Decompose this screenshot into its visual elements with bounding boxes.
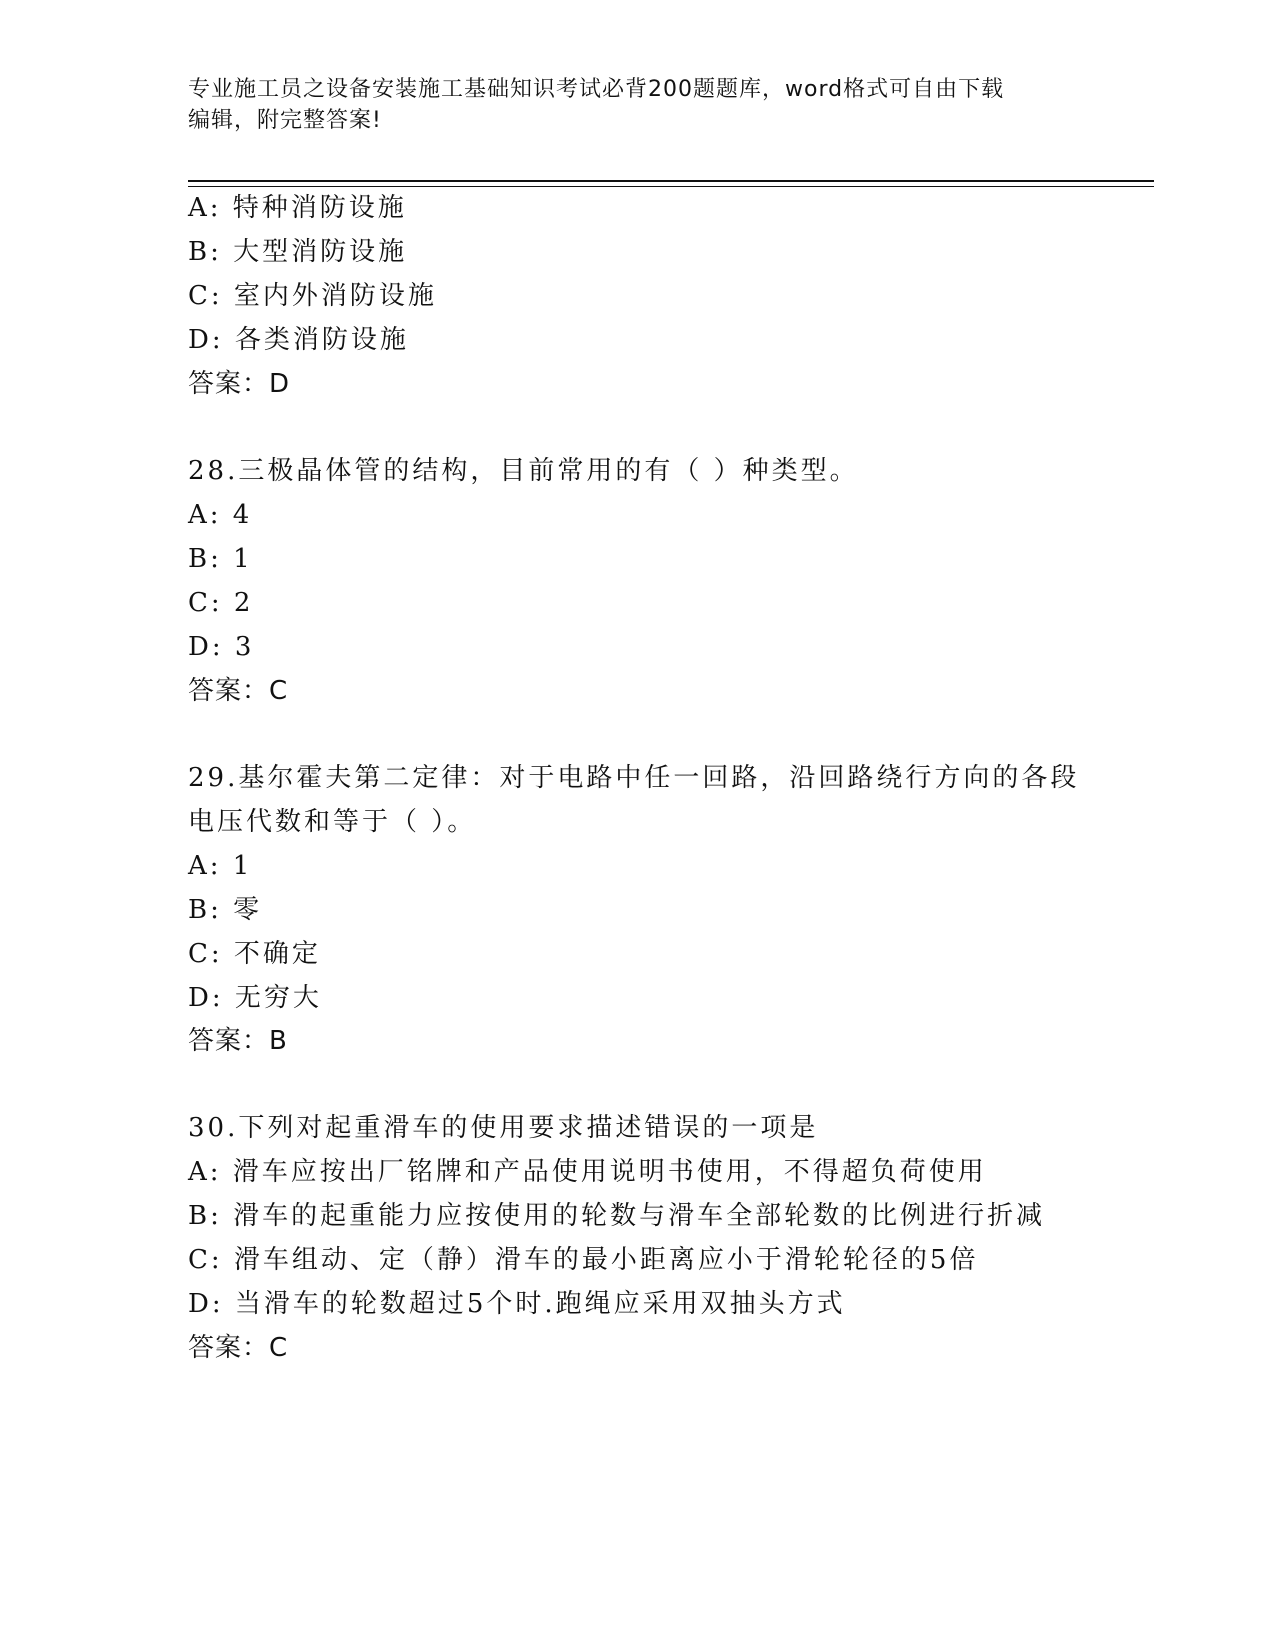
q30-option-a: A: 滑车应按出厂铭牌和产品使用说明书使用，不得超负荷使用 bbox=[188, 1157, 987, 1187]
q29-option-a: A: 1 bbox=[188, 851, 253, 881]
q27-answer: 答案：D bbox=[188, 369, 291, 399]
header-line-1: 专业施工员之设备安装施工基础知识考试必背200题题库，word格式可自由下载 bbox=[188, 77, 1005, 102]
q29-question-line-2: 电压代数和等于（ ）。 bbox=[188, 807, 477, 837]
document-header bbox=[188, 74, 1068, 136]
header-divider-thick bbox=[188, 180, 1154, 182]
q28-option-a: A: 4 bbox=[188, 500, 253, 530]
q27-option-a: A: 特种消防设施 bbox=[188, 193, 407, 223]
q27-option-b: B: 大型消防设施 bbox=[188, 237, 408, 267]
header-line-2: 编辑，附完整答案! bbox=[188, 108, 382, 133]
q28-answer: 答案：C bbox=[188, 676, 289, 706]
q29-option-b: B: 零 bbox=[188, 895, 263, 925]
q28-option-d: D: 3 bbox=[188, 632, 255, 662]
q30-option-b: B: 滑车的起重能力应按使用的轮数与滑车全部轮数的比例进行折减 bbox=[188, 1201, 1046, 1231]
q29-option-d: D: 无穷大 bbox=[188, 983, 322, 1013]
q27-option-c: C: 室内外消防设施 bbox=[188, 281, 437, 311]
q29-question-line-1: 29.基尔霍夫第二定律：对于电路中任一回路，沿回路绕行方向的各段 bbox=[188, 763, 1080, 793]
q27-option-d: D: 各类消防设施 bbox=[188, 325, 409, 355]
q28-question: 28.三极晶体管的结构，目前常用的有（ ）种类型。 bbox=[188, 456, 859, 486]
header-divider-thin bbox=[188, 186, 1154, 187]
q30-question: 30.下列对起重滑车的使用要求描述错误的一项是 bbox=[188, 1113, 819, 1143]
q28-option-c: C: 2 bbox=[188, 588, 254, 618]
q29-answer: 答案：B bbox=[188, 1026, 288, 1056]
q30-answer: 答案：C bbox=[188, 1333, 289, 1363]
q30-option-d: D: 当滑车的轮数超过5个时.跑绳应采用双抽头方式 bbox=[188, 1289, 846, 1319]
q28-option-b: B: 1 bbox=[188, 544, 253, 574]
q30-option-c: C: 滑车组动、定（静）滑车的最小距离应小于滑轮轮径的5倍 bbox=[188, 1245, 979, 1275]
q29-option-c: C: 不确定 bbox=[188, 939, 321, 969]
